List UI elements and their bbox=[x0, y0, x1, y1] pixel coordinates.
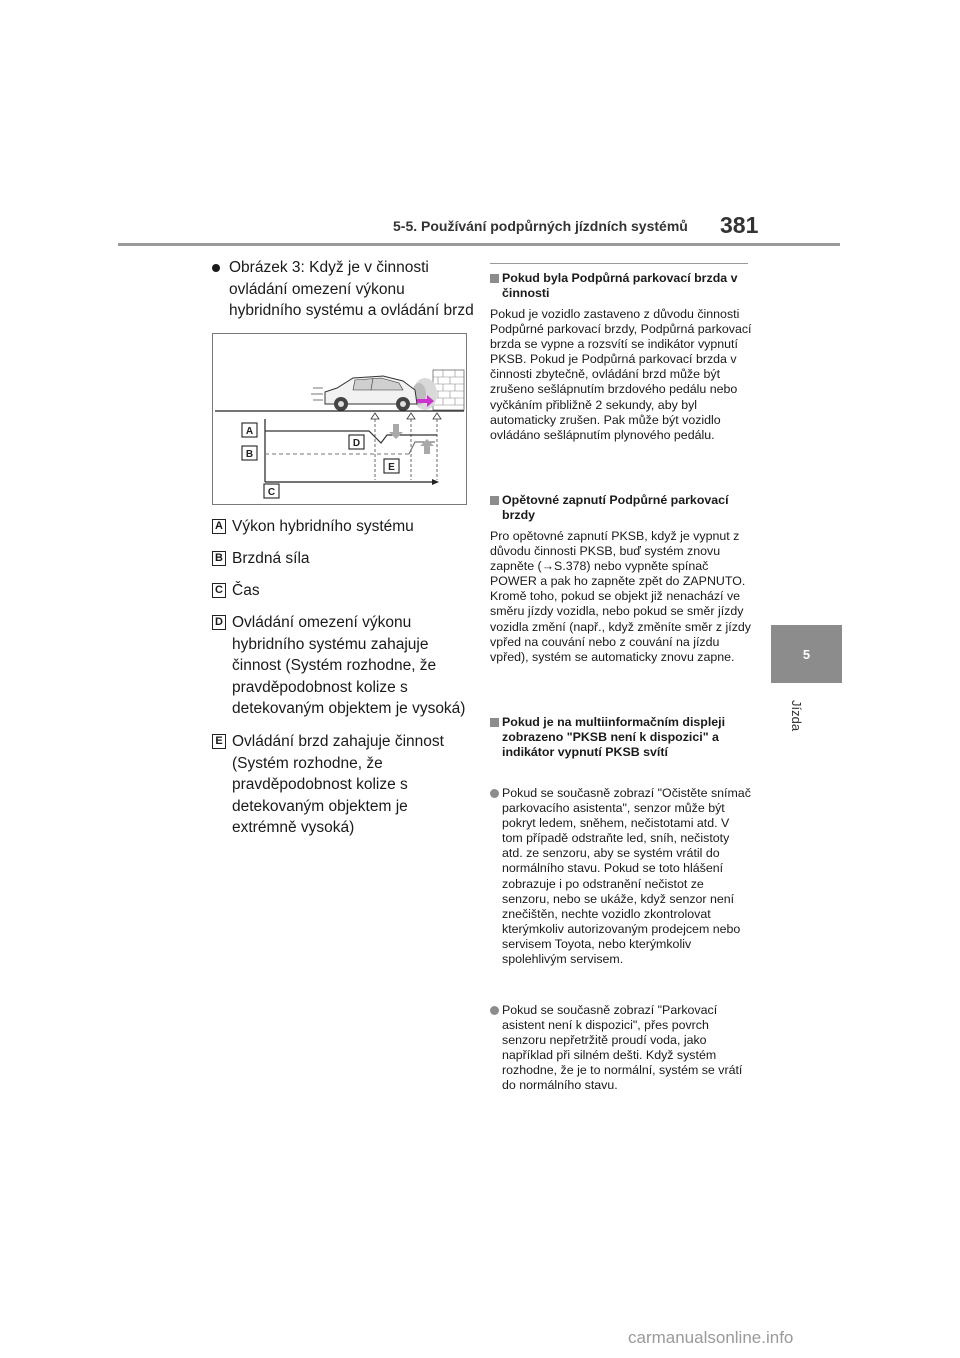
legend-item-c bbox=[212, 580, 474, 602]
section-heading-parking-brake-active bbox=[490, 271, 752, 301]
chapter-label bbox=[780, 700, 810, 740]
bullet-clean-sensor bbox=[490, 786, 752, 967]
heading-square-icon bbox=[490, 718, 499, 727]
wall-illustration bbox=[433, 370, 464, 410]
legend-item-b bbox=[212, 548, 474, 570]
legend-text-d: Ovládání omezení výkonu hybridního systému zahajuje činnost (Systém rozhodne, že pravděpodobnost kolize s detekovaným objektem je vysoká) bbox=[232, 614, 466, 717]
page-number: 381 bbox=[720, 212, 759, 238]
section-heading-reenable bbox=[490, 493, 752, 523]
legend-item-a bbox=[212, 516, 474, 538]
bullet-assist-unavailable bbox=[490, 1003, 752, 1094]
heading-text: Pokud byla Podpůrná parkovací brzda v činnosti bbox=[502, 271, 738, 301]
legend-key-e: E bbox=[212, 734, 226, 749]
chapter-number: 5 bbox=[802, 646, 811, 662]
bullet-dot bbox=[490, 789, 499, 798]
legend-key-c: C bbox=[212, 583, 226, 598]
heading-square-icon bbox=[490, 274, 499, 283]
figure-label-e: E bbox=[388, 462, 395, 473]
section-title: 5-5. Používání podpůrných jízdních systémů bbox=[393, 218, 688, 234]
heading-square-icon bbox=[490, 496, 499, 505]
figure-label-d: D bbox=[352, 438, 361, 449]
car-illustration bbox=[311, 376, 417, 411]
bullet-dot bbox=[490, 1006, 499, 1015]
figure-label-b: B bbox=[245, 449, 254, 460]
legend-key-a: A bbox=[212, 519, 226, 534]
bullet-text: Pokud se současně zobrazí "Parkovací asistent není k dispozici", přes povrch senzoru nepřetržitě proudí voda, jako například při silném dešti. Když systém rozhodne, že je to normální, systém se vrátí do normálního stavu. bbox=[502, 1003, 743, 1093]
bullet-text: Pokud se současně zobrazí "Očistěte snímač parkovacího asistenta", senzor může být pokryt ledem, sněhem, nečistotami atd. V tom případě odstraňte led, sníh, nečistoty atd. ze senzoru, aby se systém vrátil do normálního stavu. Pokud se toto hlášení zobrazuje i po odstranění nečistot ze senzoru, nebo se ukáže, když senzor není znečištěn, nechte vozidlo zkontrolovat kterýmkoliv autorizovaným prodejcem nebo servisem Toyota, nebo kterýmkoliv spolehlivým servisem. bbox=[502, 786, 751, 967]
section-heading-pksb-unavailable bbox=[490, 715, 752, 760]
legend-text-e: Ovládání brzd zahajuje činnost (Systém rozhodne, že pravděpodobnost kolize s detekovaným objektem je extrémně vysoká) bbox=[232, 733, 444, 836]
illustration-svg bbox=[213, 334, 466, 504]
watermark-link[interactable]: carmanualsonline.info bbox=[628, 1328, 794, 1347]
arrow-up-icon bbox=[420, 439, 434, 454]
figure-label-c: C bbox=[267, 487, 276, 498]
graph-axes bbox=[265, 419, 439, 485]
legend-text-c: Čas bbox=[232, 582, 260, 599]
legend-item-d bbox=[212, 612, 470, 720]
intro-text: Obrázek 3: Když je v činnosti ovládání omezení výkonu hybridního systému a ovládání brzd bbox=[229, 259, 474, 319]
legend-key-d: D bbox=[212, 615, 226, 630]
arrow-down-icon bbox=[389, 424, 403, 439]
heading-text: Pokud je na multiinformačním displeji zobrazeno "PKSB není k dispozici" a indikátor vypnutí PKSB svítí bbox=[502, 715, 726, 760]
header-divider bbox=[118, 243, 840, 246]
section-body-reenable: Pro opětovné zapnutí PKSB, když je vypnut z důvodu činnosti PKSB, buď systém znovu zapněte (→S.378) nebo vypněte spínač POWER a pak ho zapněte zpět do ZAPNUTO. Kromě toho, pokud se objekt již nenachází ve směru jízdy vozidla, nebo pokud se směr jízdy vozidla změní (např., když změníte směr z jízdy vpřed na couvání nebo z couvání na jízdu vpřed), systém se automaticky znovu zapne. bbox=[490, 529, 751, 664]
column-divider bbox=[490, 263, 748, 264]
illustration-figure bbox=[212, 333, 467, 505]
legend-key-b: B bbox=[212, 551, 226, 566]
bullet-dot bbox=[212, 264, 220, 272]
legend-item-e bbox=[212, 731, 470, 839]
chapter-label-text: Jízda bbox=[789, 700, 804, 732]
intro-bullet bbox=[212, 257, 474, 322]
figure-label-a: A bbox=[245, 426, 254, 437]
legend-text-a: Výkon hybridního systému bbox=[232, 518, 414, 535]
section-body-parking-brake-active: Pokud je vozidlo zastaveno z důvodu činnosti Podpůrné parkovací brzdy, Podpůrná parkovací brzda se vypne a rozsvítí se indikátor vypnutí PKSB. Pokud je Podpůrná parkovací brzda v činnosti zbytečně, ovládání brzd může být zrušeno sešlápnutím brzdového pedálu nebo vyčkáním přibližně 2 sekundy, aby byl automaticky zrušen. Pak může být vozidlo ovládáno sešlápnutím plynového pedálu. bbox=[490, 307, 752, 442]
event-markers bbox=[371, 413, 441, 419]
chapter-tab bbox=[771, 625, 842, 683]
legend-text-b: Brzdná síla bbox=[232, 550, 310, 567]
heading-text: Opětovné zapnutí Podpůrné parkovací brzdy bbox=[502, 493, 729, 523]
